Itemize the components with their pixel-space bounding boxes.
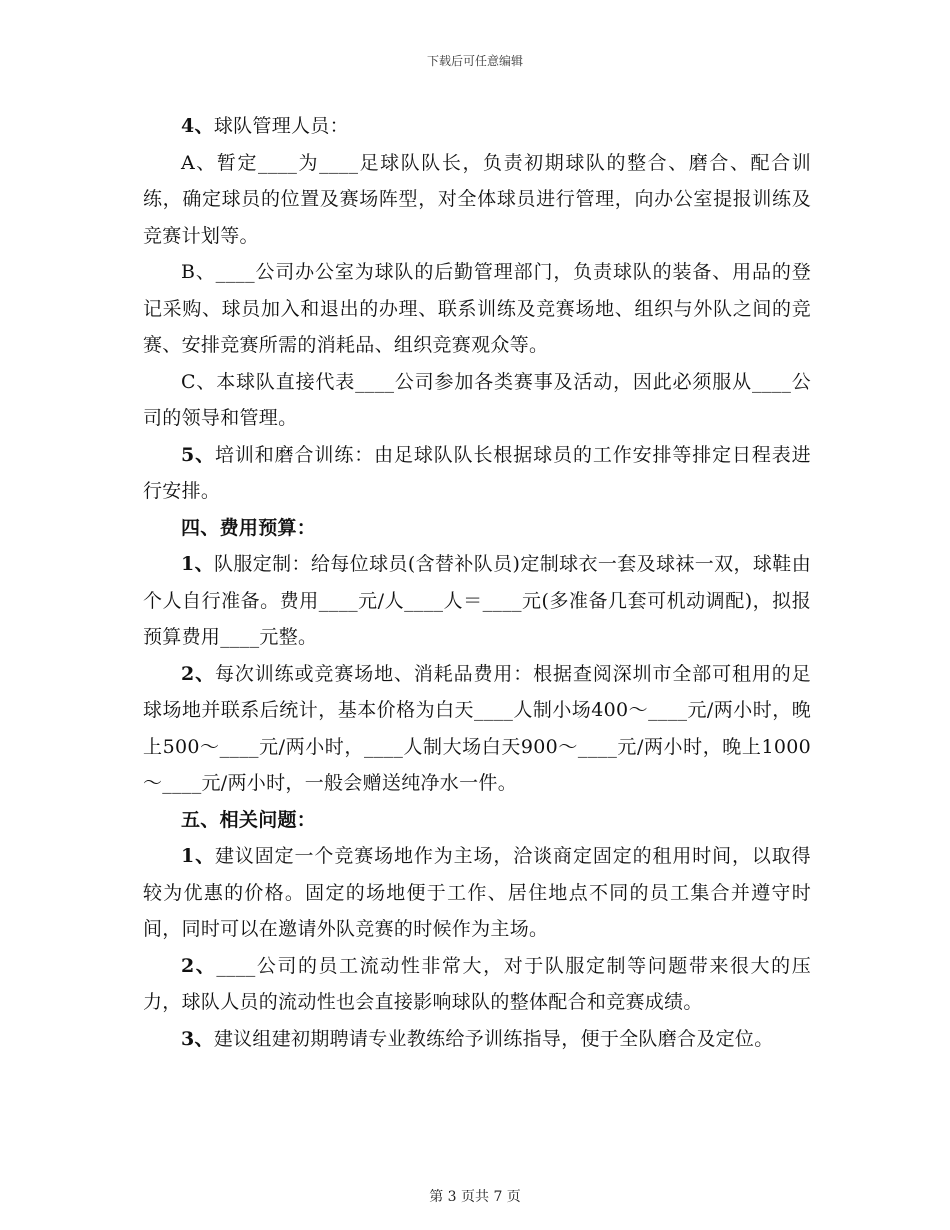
item-number: 4、 xyxy=(181,115,214,137)
paragraph-text: 队服定制：给每位球员(含替补队员)定制球衣一套及球袜一双，球鞋由个人自行准备。费用____元/人____人＝____元(多准备几套可机动调配)，拟报预算费用____元整。 xyxy=(143,553,811,648)
paragraph-coach xyxy=(143,1021,811,1058)
paragraph-representation xyxy=(143,364,811,437)
item-number: 5、 xyxy=(181,443,215,466)
paragraph-text: 培训和磨合训练：由足球队队长根据球员的工作安排等排定日程表进行安排。 xyxy=(143,443,811,502)
paragraph-text: 每次训练或竞赛场地、消耗品费用：根据查阅深圳市全部可租用的足球场地并联系后统计，基本价格为白天____人制小场400～____元/两小时，晚上500～____元/两小时，____人制大场白天900～____元/两小时，晚上1000～____元/两小时，一般会赠送纯净水一件。 xyxy=(143,662,811,794)
item-number: 1、 xyxy=(181,845,215,867)
item-number: 3、 xyxy=(181,1027,214,1050)
paragraph-logistics xyxy=(143,254,811,364)
document-body xyxy=(143,108,811,1057)
paragraph-text: A、暂定____为____足球队队长，负责初期球队的整合、磨合、配合训练，确定球员的位置及赛场阵型，对全体球员进行管理，向办公室提报训练及竞赛计划等。 xyxy=(143,151,811,247)
heading-text: 四、费用预算： xyxy=(181,516,317,539)
paragraph-training xyxy=(143,437,811,510)
paragraph-text: C、本球队直接代表____公司参加各类赛事及活动，因此必须服从____公司的领导和管理。 xyxy=(143,370,811,429)
paragraph-uniform xyxy=(143,546,811,656)
item-number: 1、 xyxy=(181,553,214,575)
page-footer: 第 3 页共 7 页 xyxy=(429,1189,521,1205)
paragraph-captain xyxy=(143,145,811,255)
paragraph-text: B、____公司办公室为球队的后勤管理部门，负责球队的装备、用品的登记采购、球员加入和退出的办理、联系训练及竞赛场地、组织与外队之间的竞赛、安排竞赛所需的消耗品、组织竞赛观众等。 xyxy=(143,261,811,356)
section-heading-budget xyxy=(143,510,811,547)
paragraph-text: 球队管理人员： xyxy=(213,115,349,137)
paragraph-home-field xyxy=(143,838,811,948)
paragraph-venue-cost xyxy=(143,656,811,802)
item-number: 2、 xyxy=(181,954,217,977)
paragraph-text: 建议组建初期聘请专业教练给予训练指导，便于全队磨合及定位。 xyxy=(213,1027,774,1050)
item-number: 2、 xyxy=(181,662,215,685)
section-heading-issues xyxy=(143,802,811,839)
paragraph-text: ____公司的员工流动性非常大，对于队服定制等问题带来很大的压力，球队人员的流动性也会直接影响球队的整体配合和竞赛成绩。 xyxy=(143,954,811,1013)
paragraph-team-management xyxy=(143,108,811,145)
heading-text: 五、相关问题： xyxy=(181,808,317,831)
paragraph-text: 建议固定一个竞赛场地作为主场，洽谈商定固定的租用时间，以取得较为优惠的价格。固定的场地便于工作、居住地点不同的员工集合并遵守时间，同时可以在邀请外队竞赛的时候作为主场。 xyxy=(143,845,811,940)
page-header: 下载后可任意编辑 xyxy=(426,54,523,68)
paragraph-turnover xyxy=(143,948,811,1021)
